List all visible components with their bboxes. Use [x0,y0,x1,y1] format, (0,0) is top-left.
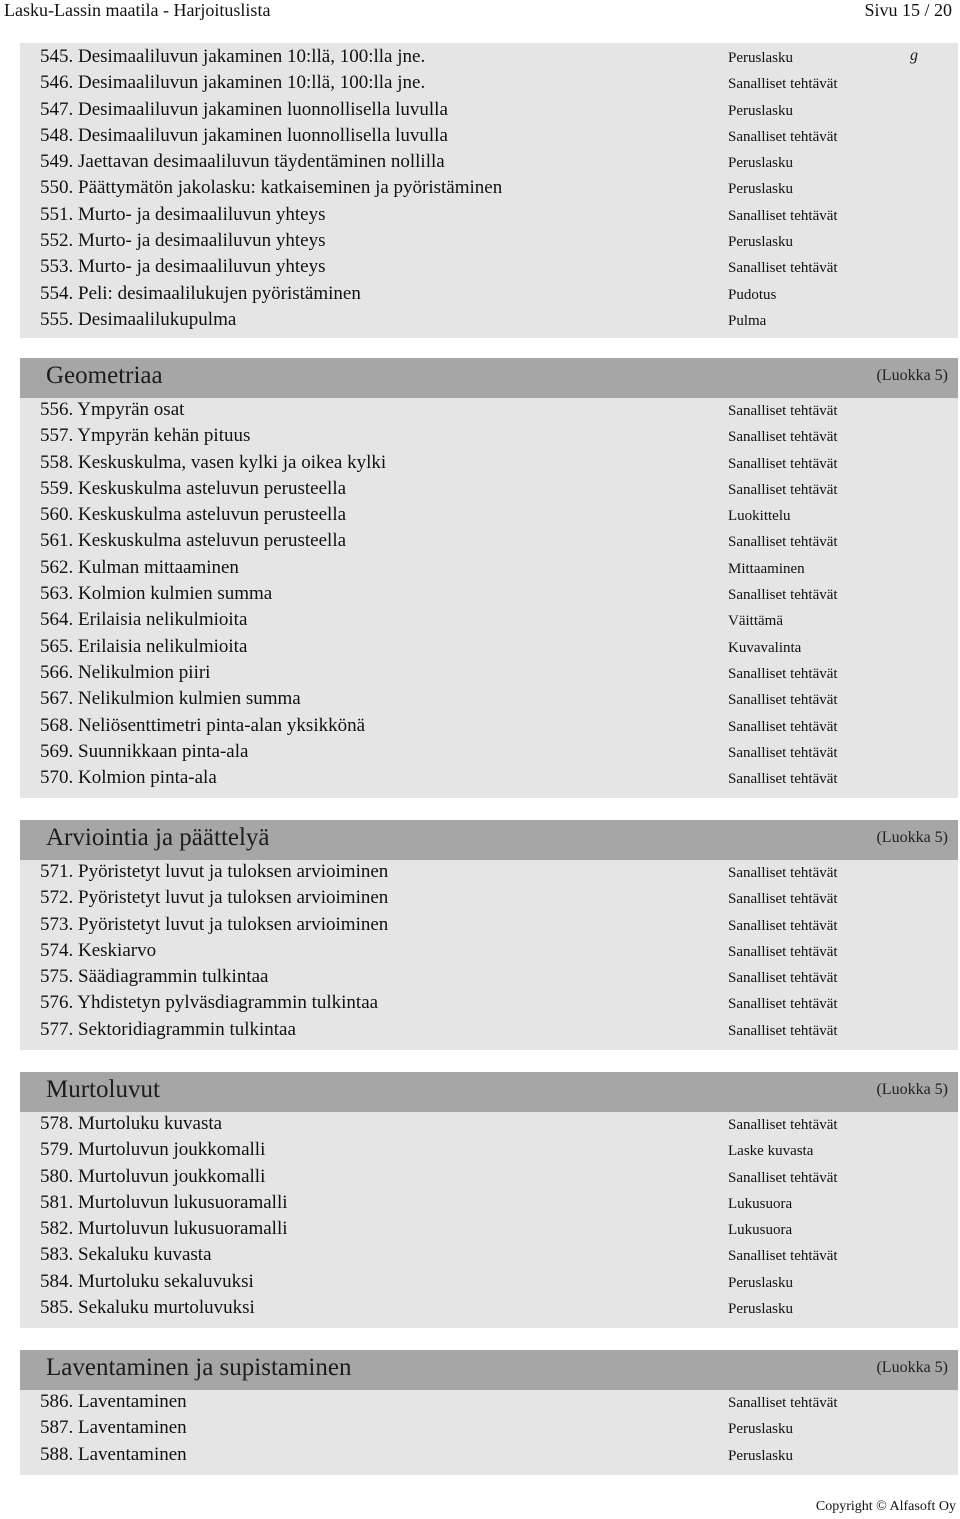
exercise-list [20,43,958,338]
grade-label: (Luokka 5) [876,1081,948,1098]
exercise-type: Kuvavalinta [728,639,802,656]
exercise-type: Peruslasku [728,102,793,119]
exercise-type: Sanalliset tehtävät [728,455,838,472]
exercise-row[interactable] [20,860,958,886]
exercise-type: Luokittelu [728,508,791,525]
exercise-title: 560. Keskuskulma asteluvun perusteella [40,504,347,526]
exercise-title: 573. Pyöristetyt luvut ja tuloksen arvioiminen [40,913,389,935]
exercise-type: Peruslasku [728,1274,793,1291]
exercise-row[interactable] [20,714,958,740]
exercise-row[interactable] [20,71,958,97]
exercise-type: Pulma [728,312,767,329]
exercise-type: Peruslasku [728,1447,793,1464]
exercise-type: Sanalliset tehtävät [728,1022,838,1039]
exercise-row[interactable] [20,687,958,713]
section-title: Murtoluvut [46,1076,160,1103]
exercise-row[interactable] [20,150,958,176]
exercise-row[interactable] [20,965,958,991]
exercise-title: 552. Murto- ja desimaaliluvun yhteys [40,230,326,252]
exercise-list [20,398,958,798]
exercise-type: Sanalliset tehtävät [728,403,838,419]
exercise-title: 580. Murtoluvun joukkomalli [40,1165,266,1187]
exercise-title: 583. Sekaluku kuvasta [40,1244,212,1266]
exercise-type: Sanalliset tehtävät [728,718,838,735]
exercise-type: Sanalliset tehtävät [728,534,838,551]
grade-label: (Luokka 5) [876,1359,948,1376]
exercise-row[interactable] [20,1191,958,1217]
exercise-row[interactable] [20,1443,958,1475]
page-number: Sivu 15 / 20 [864,0,952,20]
section-header [20,1350,958,1390]
exercise-title: 574. Keskiarvo [40,939,157,961]
exercise-row[interactable] [20,503,958,529]
exercise-title: 561. Keskuskulma asteluvun perusteella [40,530,347,552]
exercise-type: Sanalliset tehtävät [728,207,838,224]
exercise-row[interactable] [20,424,958,450]
exercise-type: Sanalliset tehtävät [728,1395,838,1411]
exercise-row[interactable] [20,886,958,912]
exercise-title: 588. Laventaminen [40,1443,187,1465]
exercise-title: 575. Säädiagrammin tulkintaa [40,966,269,988]
exercise-list [20,1390,958,1475]
page-header [4,0,952,20]
exercise-type: Peruslasku [728,155,793,172]
exercise-title: 577. Sektoridiagrammin tulkintaa [40,1018,296,1040]
exercise-row[interactable] [20,282,958,308]
exercise-row[interactable] [20,1243,958,1269]
exercise-title: 556. Ympyrän osat [40,399,185,420]
exercise-type: Sanalliset tehtävät [728,1169,838,1186]
exercise-title: 562. Kulman mittaaminen [40,556,239,578]
exercise-row[interactable] [20,176,958,202]
exercise-title: 546. Desimaaliluvun jakaminen 10:llä, 100:lla jne. [40,72,426,94]
exercise-list [20,860,958,1050]
exercise-title: 549. Jaettavan desimaaliluvun täydentäminen nollilla [40,151,445,173]
exercise-type: Peruslasku [728,234,793,251]
exercise-row[interactable] [20,582,958,608]
exercise-type: Peruslasku [728,50,793,66]
exercise-row[interactable] [20,398,958,424]
exercise-row[interactable] [20,939,958,965]
exercise-type: Laske kuvasta [728,1143,814,1160]
exercise-row[interactable] [20,991,958,1017]
exercise-type: Sanalliset tehtävät [728,865,838,881]
exercise-type: Sanalliset tehtävät [728,665,838,682]
exercise-title: 550. Päättymätön jakolasku: katkaiseminen ja pyöristäminen [40,177,503,199]
exercise-title: 578. Murtoluku kuvasta [40,1113,223,1134]
exercise-row[interactable] [20,255,958,281]
exercise-type: Mittaaminen [728,560,805,577]
exercise-row[interactable] [20,98,958,124]
exercise-row[interactable] [20,124,958,150]
exercise-type: Peruslasku [728,181,793,198]
document-title: Lasku-Lassin maatila - Harjoituslista [4,0,271,20]
section-geometriaa [20,358,958,798]
exercise-title: 586. Laventaminen [40,1391,187,1412]
exercise-type: Sanalliset tehtävät [728,917,838,934]
exercise-row[interactable] [20,477,958,503]
exercise-title: 564. Erilaisia nelikulmioita [40,609,248,631]
section-arviointia [20,820,958,1050]
exercise-title: 563. Kolmion kulmien summa [40,583,273,605]
section-header [20,1072,958,1112]
exercise-row[interactable] [20,1018,958,1050]
exercise-type: Lukusuora [728,1195,793,1212]
exercise-row[interactable] [20,766,958,798]
exercise-type: Lukusuora [728,1222,793,1239]
exercise-title: 555. Desimaalilukupulma [40,308,237,330]
exercise-row[interactable] [20,661,958,687]
exercise-title: 545. Desimaaliluvun jakaminen 10:llä, 100:lla jne. [40,46,426,67]
exercise-title: 558. Keskuskulma, vasen kylki ja oikea kylki [40,451,387,473]
exercise-row[interactable] [20,740,958,766]
exercise-row[interactable] [20,913,958,939]
corner-tag: g [910,47,918,64]
exercise-row[interactable] [20,1165,958,1191]
exercise-type: Sanalliset tehtävät [728,260,838,277]
exercise-row[interactable] [20,1217,958,1243]
exercise-row[interactable] [20,529,958,555]
exercise-row[interactable] [20,556,958,582]
section-murtoluvut [20,1072,958,1328]
exercise-type: Sanalliset tehtävät [728,744,838,761]
copyright-footer: Copyright © Alfasoft Oy [815,1499,956,1514]
exercise-row[interactable] [20,608,958,634]
exercise-type: Sanalliset tehtävät [728,1117,838,1133]
exercise-title: 576. Yhdistetyn pylväsdiagrammin tulkintaa [40,992,379,1014]
exercise-title: 554. Peli: desimaalilukujen pyöristäminen [40,282,361,304]
exercise-type: Pudotus [728,286,777,303]
exercise-type: Peruslasku [728,1301,793,1318]
exercise-title: 572. Pyöristetyt luvut ja tuloksen arvioiminen [40,887,389,909]
grade-label: (Luokka 5) [876,829,948,846]
exercise-type: Sanalliset tehtävät [728,1248,838,1265]
exercise-title: 585. Sekaluku murtoluvuksi [40,1297,255,1319]
exercise-type: Sanalliset tehtävät [728,481,838,498]
exercise-title: 584. Murtoluku sekaluvuksi [40,1270,254,1292]
section-header [20,820,958,860]
exercise-title: 565. Erilaisia nelikulmioita [40,635,248,657]
exercise-row[interactable] [20,1138,958,1164]
section-title: Geometriaa [46,362,163,389]
exercise-type: Sanalliset tehtävät [728,429,838,446]
exercise-title: 551. Murto- ja desimaaliluvun yhteys [40,203,326,225]
exercise-title: 557. Ympyrän kehän pituus [40,425,251,447]
exercise-title: 547. Desimaaliluvun jakaminen luonnollisella luvulla [40,98,448,120]
exercise-row[interactable] [20,1296,958,1328]
section-title: Laventaminen ja supistaminen [46,1354,352,1381]
exercise-type: Sanalliset tehtävät [728,587,838,604]
grade-label: (Luokka 5) [876,367,948,384]
section-laventaminen [20,1350,958,1475]
exercise-type: Sanalliset tehtävät [728,76,838,93]
exercise-row[interactable] [20,308,958,338]
exercise-title: 553. Murto- ja desimaaliluvun yhteys [40,256,326,278]
exercise-type: Peruslasku [728,1421,793,1438]
exercise-type: Sanalliset tehtävät [728,970,838,987]
exercise-title: 569. Suunnikkaan pinta-ala [40,740,249,762]
exercise-block-decimals [20,43,958,338]
section-title: Arviointia ja päättelyä [46,824,270,851]
exercise-title: 582. Murtoluvun lukusuoramalli [40,1218,288,1240]
exercise-title: 548. Desimaaliluvun jakaminen luonnollisella luvulla [40,124,448,146]
exercise-row[interactable] [20,229,958,255]
exercise-title: 581. Murtoluvun lukusuoramalli [40,1191,288,1213]
exercise-type: Sanalliset tehtävät [728,996,838,1013]
exercise-type: Sanalliset tehtävät [728,771,838,788]
exercise-type: Sanalliset tehtävät [728,891,838,908]
exercise-row[interactable] [20,1390,958,1416]
exercise-title: 566. Nelikulmion piiri [40,661,211,683]
exercise-row[interactable] [20,451,958,477]
exercise-row[interactable] [20,1112,958,1138]
exercise-list [20,1112,958,1328]
exercise-type: Sanalliset tehtävät [728,692,838,709]
exercise-row[interactable] [20,45,958,71]
exercise-row[interactable] [20,1270,958,1296]
exercise-row[interactable] [20,635,958,661]
exercise-type: Sanalliset tehtävät [728,128,838,145]
exercise-row[interactable] [20,203,958,229]
exercise-title: 559. Keskuskulma asteluvun perusteella [40,477,347,499]
exercise-type: Väittämä [728,613,783,630]
exercise-title: 579. Murtoluvun joukkomalli [40,1139,266,1161]
exercise-title: 587. Laventaminen [40,1417,187,1439]
section-header [20,358,958,398]
exercise-row[interactable] [20,1416,958,1442]
exercise-title: 571. Pyöristetyt luvut ja tuloksen arvioiminen [40,861,389,882]
exercise-type: Sanalliset tehtävät [728,943,838,960]
exercise-title: 568. Neliösenttimetri pinta-alan yksikkönä [40,714,366,736]
exercise-title: 570. Kolmion pinta-ala [40,767,217,789]
exercise-title: 567. Nelikulmion kulmien summa [40,688,301,710]
